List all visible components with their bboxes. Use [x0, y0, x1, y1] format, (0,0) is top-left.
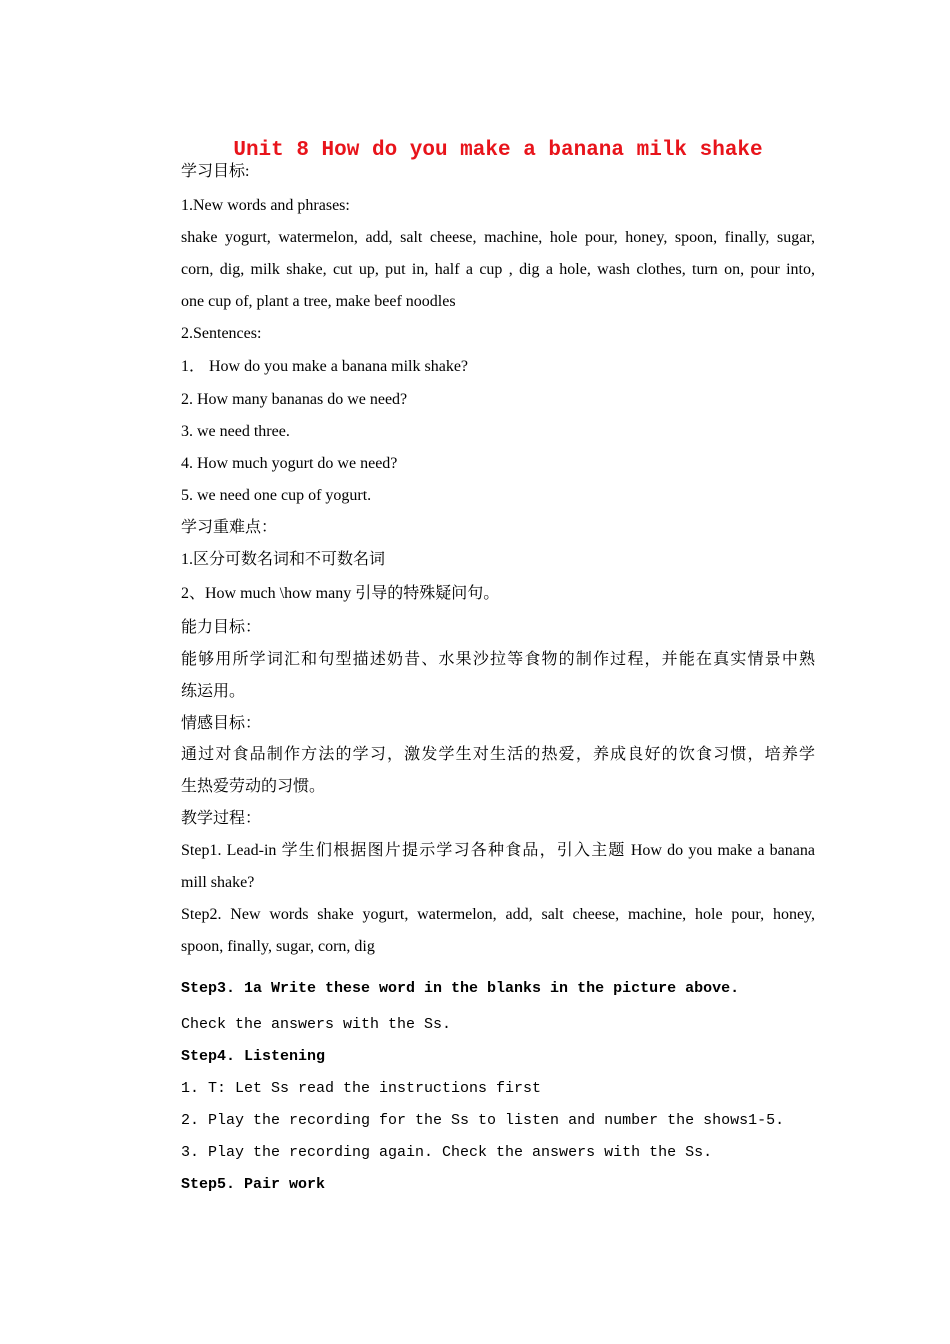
step3-heading: Step3. 1a Write these word in the blanks in the picture above. [181, 980, 740, 997]
emotion-heading: 情感目标： [181, 715, 262, 732]
sentence-item: 2. How many bananas do we need? [181, 391, 408, 408]
step4-heading: Step4. Listening [181, 1048, 326, 1065]
step3-note: Check the answers with the Ss. [181, 1016, 452, 1033]
ability-heading: 能力目标： [181, 619, 262, 636]
sentences-heading: 2.Sentences: [181, 325, 262, 342]
step4-item: 2. Play the recording for the Ss to listen and number the shows1-5. [181, 1112, 785, 1129]
sentence-item: 4. How much yogurt do we need? [181, 455, 398, 472]
step2-line: Step2. New words shake yogurt, watermelon, add, salt cheese, machine, hole pour, honey, [181, 906, 815, 923]
step1-line: Step1. Lead-in 学生们根据图片提示学习各种食品，引入主题 How do you make a banana [181, 842, 815, 859]
vocab-line: shake yogurt, watermelon, add, salt cheese, machine, hole pour, honey, spoon, finally, sugar, [181, 229, 815, 246]
objectives-heading: 学习目标: [181, 163, 250, 180]
emotion-line: 通过对食品制作方法的学习，激发学生对生活的热爱，养成良好的饮食习惯，培养学 [181, 746, 815, 763]
sentence-item: 1． How do you make a banana milk shake? [181, 358, 469, 375]
process-heading: 教学过程： [181, 810, 262, 827]
step4-item: 3. Play the recording again. Check the answers with the Ss. [181, 1144, 713, 1161]
emotion-line: 生热爱劳动的习惯。 [181, 778, 326, 795]
step5-heading: Step5. Pair work [181, 1176, 326, 1193]
ability-line: 能够用所学词汇和句型描述奶昔、水果沙拉等食物的制作过程，并能在真实情景中熟 [181, 651, 815, 668]
vocab-line: corn, dig, milk shake, cut up, put in, half a cup , dig a hole, wash clothes, turn on, pour into, [181, 261, 815, 278]
key-points-heading: 学习重难点： [181, 519, 278, 536]
ability-line: 练运用。 [181, 683, 246, 700]
key-point-item: 2、How much \how many 引导的特殊疑问句。 [181, 585, 500, 602]
step2-line: spoon, finally, sugar, corn, dig [181, 938, 375, 955]
document-title: Unit 8 How do you make a banana milk shake [233, 139, 763, 162]
sentence-item: 5. we need one cup of yogurt. [181, 487, 372, 504]
sentence-item: 3. we need three. [181, 423, 290, 440]
vocab-heading: 1.New words and phrases: [181, 197, 350, 214]
step1-line: mill shake? [181, 874, 255, 891]
key-point-item: 1.区分可数名词和不可数名词 [181, 551, 386, 568]
vocab-line: one cup of, plant a tree, make beef noodles [181, 293, 456, 310]
step4-item: 1. T: Let Ss read the instructions first [181, 1080, 542, 1097]
